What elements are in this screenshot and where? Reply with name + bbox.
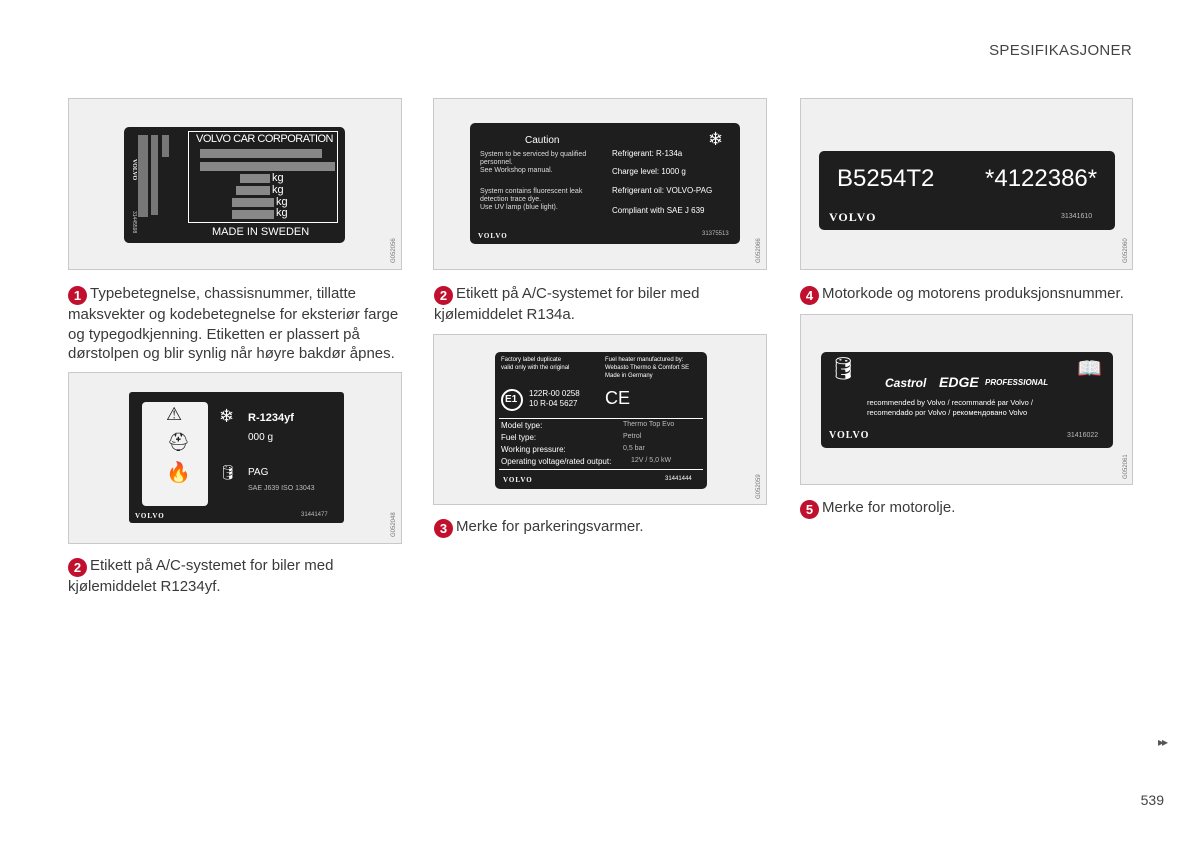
callout-number: 4 (800, 286, 819, 305)
ac-r134a-plate (470, 123, 740, 244)
volvo-logo-text: VOLVO (829, 430, 870, 441)
unit-kg: kg (276, 196, 288, 208)
ac-r1234yf-plate (129, 392, 344, 523)
image-code: G052059 (756, 474, 762, 499)
image-code: G052048 (391, 512, 397, 537)
flammable-icon: 🔥 (166, 462, 191, 484)
callout-number: 1 (68, 286, 87, 305)
caption-text: Typebetegnelse, chassisnummer, tillatte maksvekter og kodebetegnelse for eksteriør farge og typegodkjenning. Etiketten er plassert på dørstolpen og blir synlig når høyre bakdør åpnes. (68, 285, 399, 362)
next-page-arrows[interactable]: ▸▸ (1157, 735, 1166, 749)
callout-number: 3 (434, 519, 453, 538)
caution-line: System to be serviced by qualified (480, 151, 587, 158)
redacted-block (200, 162, 335, 171)
divider (499, 418, 703, 419)
heater-plate (495, 352, 707, 489)
image-code: G052056 (391, 238, 397, 263)
manufacturer-note: Made in Germany (605, 373, 653, 379)
duplicate-note: Factory label duplicate (501, 357, 562, 363)
section-title: SPESIFIKASJONER (989, 42, 1132, 59)
e-mark-text: E1 (505, 394, 518, 405)
spec-value: 0,5 bar (623, 445, 645, 452)
recommendation-line: recomendado por Volvo / рекомендовано Volvo (867, 408, 1028, 417)
part-number: 31441477 (301, 512, 328, 518)
ac-r1234yf-panel (68, 372, 402, 544)
unit-kg: kg (272, 184, 284, 196)
unit-kg: kg (276, 207, 288, 219)
redacted-block (200, 149, 322, 158)
made-in-text: MADE IN SWEDEN (212, 226, 310, 238)
side-number-text: 31445598 (131, 211, 137, 234)
caution-line: detection trace dye. (480, 196, 542, 203)
part-number: 31375513 (702, 231, 729, 237)
redacted-block (236, 186, 270, 195)
image-code: G052066 (756, 238, 762, 263)
recommendation-line: recommended by Volvo / recommandé par Volvo / (867, 398, 1033, 407)
snowflake-icon: ❄ (219, 406, 235, 426)
spec-key: Operating voltage/rated output: (501, 457, 612, 466)
oil-can-icon: 🛢 (219, 464, 237, 480)
oil-spec-text: SAE J639 ISO 13043 (248, 485, 315, 492)
ac-r134a-panel (433, 98, 767, 270)
caution-line: Use UV lamp (blue light). (480, 204, 558, 211)
caution-title: Caution (525, 135, 560, 146)
caption-1 (68, 284, 400, 364)
caution-line: System contains fluorescent leak (480, 188, 583, 195)
image-code: G052060 (1123, 238, 1129, 263)
manufacturer-note: Webasto Thermo & Comfort SE (605, 365, 690, 371)
service-technician-icon: ⛑ (167, 432, 190, 452)
redacted-block (151, 175, 158, 215)
volvo-logo-text: VOLVO (135, 512, 165, 520)
approval-number: 122R-00 0258 (529, 389, 580, 398)
spec-key: Fuel type: (501, 433, 537, 442)
oil-type-text: PAG (248, 467, 269, 478)
castrol-brand: Castrol (885, 376, 927, 390)
spec-line: Refrigerant: R-134a (612, 149, 683, 158)
spec-value: Petrol (623, 433, 642, 440)
refrigerant-text: R-1234yf (248, 412, 294, 424)
volvo-logo-text: VOLVO (478, 232, 508, 240)
engine-code: B5254T2 (837, 165, 935, 192)
page-number: 539 (1140, 792, 1164, 808)
oil-can-icon: 🛢 (829, 356, 857, 381)
spec-key: Model type: (501, 421, 543, 430)
part-number: 31341610 (1061, 213, 1093, 220)
redacted-block (232, 198, 274, 207)
volvo-logo-text: VOLVO (829, 210, 877, 224)
image-code: G052061 (1123, 454, 1129, 479)
spec-line: Refrigerant oil: VOLVO-PAG (612, 186, 713, 195)
volvo-vertical-text: VOLVO (131, 159, 137, 181)
type-label-panel (68, 98, 402, 270)
engine-label-panel (800, 98, 1133, 270)
ce-mark: CE (605, 388, 631, 408)
duplicate-note: valid only with the original (501, 365, 570, 371)
caption-text: Etikett på A/C-systemet for biler med kjølemiddelet R134a. (434, 285, 700, 323)
caption-text: Etikett på A/C-systemet for biler med kjølemiddelet R1234yf. (68, 557, 334, 595)
corporation-text: VOLVO CAR CORPORATION (196, 133, 334, 145)
part-number: 31441444 (665, 476, 692, 482)
caution-line: personnel. (480, 159, 513, 166)
spec-line: Compliant with SAE J 639 (612, 206, 705, 215)
engine-serial: *4122386* (985, 165, 1098, 192)
callout-number: 5 (800, 500, 819, 519)
type-label-plate (124, 127, 345, 243)
callout-number: 2 (68, 558, 87, 577)
caption-text: Motorkode og motorens produksjonsnummer. (822, 285, 1124, 302)
oil-label-panel (800, 314, 1133, 485)
approval-number: 10 R-04 5627 (529, 399, 578, 408)
charge-text: 000 g (248, 432, 274, 443)
unit-kg: kg (272, 172, 284, 184)
caption-2b (68, 556, 398, 597)
manual-book-icon: 📖 (1077, 358, 1102, 380)
snowflake-icon: ❄ (708, 129, 724, 149)
callout-number: 2 (434, 286, 453, 305)
redacted-block (232, 210, 274, 219)
volvo-logo-text: VOLVO (503, 476, 533, 484)
engine-plate (819, 151, 1115, 230)
caption-4 (800, 284, 1140, 305)
caption-text: Merke for parkeringsvarmer. (456, 518, 644, 535)
redacted-block (162, 135, 169, 157)
spec-key: Working pressure: (501, 445, 566, 454)
caption-3 (434, 517, 764, 538)
oil-plate (821, 352, 1113, 448)
warning-triangle-icon: ⚠ (166, 404, 183, 424)
redacted-block (240, 174, 270, 183)
professional-brand: PROFESSIONAL (985, 378, 1049, 387)
caption-2a (434, 284, 764, 325)
spec-line: Charge level: 1000 g (612, 167, 686, 176)
spec-value: Thermo Top Evo (623, 421, 675, 428)
redacted-block (138, 135, 148, 217)
spec-value: 12V / 5,0 kW (631, 457, 672, 464)
manufacturer-note: Fuel heater manufactured by: (605, 357, 684, 363)
part-number: 31416022 (1067, 432, 1099, 439)
caution-line: See Workshop manual. (480, 167, 553, 174)
caption-5 (800, 498, 1130, 519)
edge-brand: EDGE (939, 374, 979, 390)
caption-text: Merke for motorolje. (822, 499, 956, 516)
divider (499, 469, 703, 470)
heater-label-panel (433, 334, 767, 505)
